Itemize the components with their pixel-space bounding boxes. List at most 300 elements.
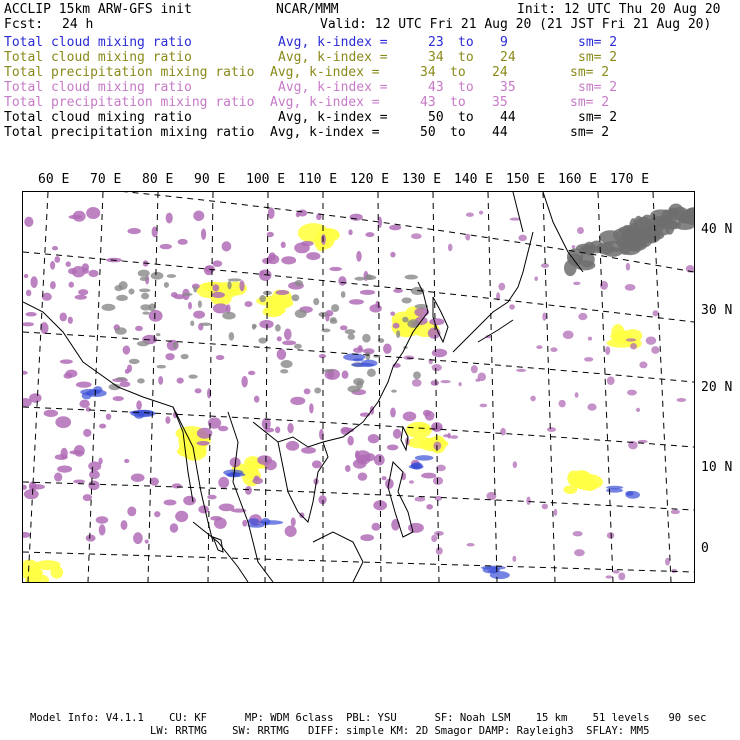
high-cloud-patch <box>239 280 244 291</box>
high-cloud-patch <box>607 376 615 385</box>
high-cloud-patch <box>403 412 416 422</box>
high-cloud-patch <box>88 461 101 471</box>
high-cloud-patch <box>55 416 71 428</box>
high-cloud-patch <box>290 397 305 405</box>
high-cloud-patch <box>175 511 188 522</box>
longitude-label: 130 E <box>402 172 442 187</box>
high-cloud-patch <box>391 519 400 531</box>
high-cloud-patch <box>355 450 359 459</box>
high-cloud-patch <box>466 212 474 216</box>
high-cloud-patch <box>79 400 89 408</box>
low-cloud-streak <box>248 524 265 528</box>
top-cloud-patch <box>618 241 628 249</box>
legend-avg-label: Avg, k-index = <box>270 95 380 110</box>
high-cloud-patch <box>338 276 346 286</box>
high-cloud-patch <box>201 228 206 239</box>
latitude-label: 0 <box>701 541 709 556</box>
high-cloud-patch <box>434 531 444 536</box>
high-cloud-patch <box>44 410 58 417</box>
high-cloud-patch <box>275 426 280 433</box>
legend-to: to <box>458 80 474 95</box>
high-cloud-patch <box>554 509 557 516</box>
high-cloud-patch <box>25 312 36 317</box>
low-cloud-streak <box>415 455 434 461</box>
high-cloud-patch <box>479 211 483 215</box>
high-cloud-patch <box>68 317 73 324</box>
top-cloud-patch <box>362 334 370 343</box>
low-cloud-streak <box>606 488 623 492</box>
high-cloud-patch <box>76 381 92 387</box>
high-cloud-patch <box>297 210 307 217</box>
legend-k-start: 43 <box>420 95 436 110</box>
high-cloud-patch <box>66 261 71 267</box>
low-cloud-streak <box>223 469 243 475</box>
top-cloud-patch <box>167 274 177 278</box>
top-cloud-patch <box>229 332 234 341</box>
top-cloud-patch <box>356 381 363 389</box>
legend-to: to <box>450 65 466 80</box>
high-cloud-patch <box>207 495 216 500</box>
high-cloud-patch <box>389 225 401 231</box>
high-cloud-patch <box>83 429 91 437</box>
legend-k-end: 24 <box>492 65 508 80</box>
high-cloud-patch <box>306 252 320 260</box>
top-cloud-patch <box>200 322 211 325</box>
legend-field-name: Total cloud mixing ratio <box>4 80 192 95</box>
high-cloud-patch <box>73 479 85 483</box>
top-cloud-patch <box>128 289 134 295</box>
top-cloud-patch <box>116 377 127 380</box>
mid-cloud-patch <box>573 474 603 490</box>
high-cloud-patch <box>99 524 106 535</box>
high-cloud-patch <box>282 340 296 345</box>
high-cloud-patch <box>534 276 538 281</box>
legend-k-start: 34 <box>428 50 444 65</box>
high-cloud-patch <box>312 460 322 468</box>
high-cloud-patch <box>356 251 361 262</box>
high-cloud-patch <box>547 427 556 432</box>
legend-field-name: Total cloud mixing ratio <box>4 35 192 50</box>
high-cloud-patch <box>294 242 310 253</box>
high-cloud-patch <box>286 441 299 451</box>
high-cloud-patch <box>75 295 87 300</box>
legend-field-name: Total cloud mixing ratio <box>4 50 192 65</box>
high-cloud-patch <box>587 403 596 410</box>
high-cloud-patch <box>626 338 636 341</box>
longitude-label: 140 E <box>454 172 494 187</box>
top-cloud-patch <box>295 280 303 286</box>
high-cloud-patch <box>575 392 579 398</box>
top-cloud-patch <box>190 321 194 327</box>
longitude-label: 110 E <box>298 172 338 187</box>
high-cloud-patch <box>435 496 442 501</box>
high-cloud-patch <box>197 441 210 446</box>
model-info-line-1: Model Info: V4.1.1 CU: KF MP: WDM 6class PBL: YSU SF: Noah LSM 15 km 51 levels 90 sec <box>30 712 707 724</box>
top-cloud-patch <box>275 324 281 331</box>
high-cloud-patch <box>74 445 85 457</box>
high-cloud-patch <box>466 543 474 547</box>
high-cloud-patch <box>329 267 342 271</box>
legend-k-end: 35 <box>492 95 508 110</box>
legend-avg-label: Avg, k-index = <box>270 125 380 140</box>
high-cloud-patch <box>198 505 209 513</box>
high-cloud-patch <box>78 289 88 295</box>
legend-field-name: Total precipitation mixing ratio <box>4 65 255 80</box>
high-cloud-patch <box>26 290 31 297</box>
high-cloud-patch <box>284 329 292 341</box>
init-time: Init: 12 UTC Thu 20 Aug 20 <box>517 2 721 17</box>
high-cloud-patch <box>88 270 98 277</box>
high-cloud-patch <box>349 299 364 305</box>
high-cloud-patch <box>260 270 265 276</box>
top-cloud-patch <box>137 341 149 346</box>
high-cloud-patch <box>127 506 136 516</box>
high-cloud-patch <box>625 284 636 291</box>
high-cloud-patch <box>54 473 62 482</box>
longitude-label: 90 E <box>194 172 226 187</box>
low-cloud-streak <box>82 392 92 399</box>
legend-smoothing: sm= 2 <box>578 80 618 95</box>
top-cloud-patch <box>402 297 412 303</box>
high-cloud-patch <box>563 330 574 339</box>
legend-k-start: 23 <box>428 35 444 50</box>
top-cloud-patch <box>396 330 400 338</box>
top-cloud-patch <box>391 390 397 393</box>
high-cloud-patch <box>618 573 625 581</box>
high-cloud-patch <box>195 388 202 393</box>
forecast-value: 24 h <box>62 17 94 32</box>
high-cloud-patch <box>50 261 55 270</box>
high-cloud-patch <box>281 256 296 264</box>
high-cloud-patch <box>584 357 593 362</box>
top-cloud-patch <box>314 387 321 393</box>
high-cloud-patch <box>65 370 77 378</box>
legend-smoothing: sm= 2 <box>570 65 610 80</box>
high-cloud-patch <box>164 499 177 505</box>
high-cloud-patch <box>607 532 615 538</box>
top-cloud-patch <box>365 351 370 360</box>
top-cloud-patch <box>183 293 193 296</box>
mid-cloud-patch <box>50 566 63 579</box>
top-cloud-patch <box>157 365 166 369</box>
high-cloud-patch <box>512 556 516 562</box>
high-cloud-patch <box>480 404 488 408</box>
high-cloud-patch <box>350 214 363 221</box>
high-cloud-patch <box>578 313 587 320</box>
legend-smoothing: sm= 2 <box>578 50 618 65</box>
high-cloud-patch <box>500 428 506 436</box>
high-cloud-patch <box>653 310 659 316</box>
top-cloud-patch <box>129 359 140 364</box>
top-cloud-patch <box>258 337 267 343</box>
high-cloud-patch <box>542 313 546 321</box>
high-cloud-patch <box>646 336 657 344</box>
high-cloud-patch <box>86 207 100 219</box>
legend-avg-label: Avg, k-index = <box>278 35 388 50</box>
high-cloud-patch <box>212 260 222 266</box>
high-cloud-patch <box>69 282 74 288</box>
high-cloud-patch <box>166 213 173 224</box>
high-cloud-patch <box>160 244 172 249</box>
top-cloud-patch <box>151 272 164 280</box>
high-cloud-patch <box>248 371 255 375</box>
high-cloud-patch <box>526 496 530 505</box>
model-info-line-2: LW: RRTMG SW: RRTMG DIFF: simple KM: 2D Smagor DAMP: Rayleigh3 SFLAY: MM5 <box>150 725 650 737</box>
high-cloud-patch <box>574 549 585 556</box>
legend-to: to <box>450 95 466 110</box>
longitude-label: 150 E <box>506 172 546 187</box>
high-cloud-patch <box>86 407 91 412</box>
longitude-label: 170 E <box>610 172 650 187</box>
high-cloud-patch <box>24 217 33 227</box>
legend-to: to <box>450 125 466 140</box>
high-cloud-patch <box>212 292 225 298</box>
high-cloud-patch <box>383 344 392 354</box>
forecast-label: Fcst: <box>4 17 44 32</box>
longitude-label: 160 E <box>558 172 598 187</box>
high-cloud-patch <box>285 526 297 537</box>
latitude-label: 20 N <box>701 380 733 395</box>
high-cloud-patch <box>636 408 640 412</box>
high-cloud-patch <box>509 304 515 309</box>
high-cloud-patch <box>431 380 439 386</box>
high-cloud-patch <box>135 326 143 331</box>
high-cloud-patch <box>671 510 680 515</box>
latitude-label: 30 N <box>701 303 733 318</box>
legend-avg-label: Avg, k-index = <box>270 65 380 80</box>
low-cloud-streak <box>93 386 102 393</box>
top-cloud-patch <box>140 277 149 281</box>
high-cloud-patch <box>613 570 620 573</box>
high-cloud-patch <box>390 252 395 258</box>
latitude-label: 40 N <box>701 222 733 237</box>
high-cloud-patch <box>412 379 422 387</box>
longitude-label: 70 E <box>90 172 122 187</box>
top-cloud-patch <box>367 369 376 377</box>
longitude-label: 100 E <box>246 172 286 187</box>
valid-time: Valid: 12 UTC Fri 21 Aug 20 (21 JST Fri 21 Aug 20) <box>320 17 712 32</box>
top-cloud-patch <box>331 304 339 312</box>
low-cloud-streak <box>361 360 377 367</box>
high-cloud-patch <box>429 318 444 325</box>
high-cloud-patch <box>626 263 630 271</box>
high-cloud-patch <box>222 241 232 251</box>
top-cloud-patch <box>198 300 202 308</box>
high-cloud-patch <box>510 217 521 220</box>
longitude-label: 120 E <box>350 172 390 187</box>
low-cloud-streak <box>409 464 424 469</box>
top-cloud-patch <box>348 334 355 340</box>
legend-k-end: 44 <box>500 110 516 125</box>
legend-avg-label: Avg, k-index = <box>278 50 388 65</box>
high-cloud-patch <box>127 228 140 234</box>
high-cloud-patch <box>676 398 686 402</box>
longitude-label: 80 E <box>142 172 174 187</box>
top-cloud-patch <box>280 369 288 373</box>
top-cloud-patch <box>281 360 293 368</box>
high-cloud-patch <box>321 234 326 245</box>
high-cloud-patch <box>368 434 380 443</box>
top-cloud-patch <box>405 275 418 280</box>
high-cloud-patch <box>106 413 111 419</box>
high-cloud-patch <box>124 459 129 463</box>
high-cloud-patch <box>216 355 225 360</box>
high-cloud-patch <box>358 473 368 481</box>
high-cloud-patch <box>605 575 612 578</box>
top-cloud-patch <box>407 319 419 328</box>
high-cloud-patch <box>55 454 68 460</box>
high-cloud-patch <box>353 347 364 352</box>
high-cloud-patch <box>516 369 526 372</box>
top-cloud-patch <box>116 295 128 301</box>
organization-label: NCAR/MMM <box>276 2 339 17</box>
top-cloud-patch <box>102 304 116 311</box>
legend-k-end: 24 <box>500 50 516 65</box>
high-cloud-patch <box>559 400 566 408</box>
high-cloud-patch <box>651 346 659 354</box>
legend-avg-label: Avg, k-index = <box>278 110 388 125</box>
high-cloud-patch <box>572 245 576 248</box>
high-cloud-patch <box>136 400 142 410</box>
high-cloud-patch <box>244 301 252 307</box>
high-cloud-patch <box>254 396 259 403</box>
high-cloud-patch <box>421 473 436 479</box>
high-cloud-patch <box>432 364 442 371</box>
high-cloud-patch <box>458 382 461 386</box>
high-cloud-patch <box>193 211 204 222</box>
high-cloud-patch <box>393 289 403 293</box>
high-cloud-patch <box>83 268 89 274</box>
top-cloud-patch <box>295 309 307 318</box>
top-cloud-patch <box>142 312 149 315</box>
high-cloud-patch <box>345 465 351 472</box>
high-cloud-patch <box>60 359 73 364</box>
high-cloud-patch <box>360 290 375 295</box>
map-panel <box>22 191 695 583</box>
high-cloud-patch <box>123 346 131 355</box>
top-cloud-patch <box>294 344 302 349</box>
high-cloud-patch <box>573 282 580 286</box>
top-cloud-patch <box>626 232 642 243</box>
high-cloud-patch <box>88 481 99 491</box>
top-cloud-patch <box>330 317 337 322</box>
high-cloud-patch <box>277 336 282 341</box>
high-cloud-patch <box>158 376 163 385</box>
high-cloud-patch <box>465 234 470 241</box>
top-cloud-patch <box>188 375 197 379</box>
high-cloud-patch <box>30 276 37 288</box>
legend-k-end: 35 <box>500 80 516 95</box>
high-cloud-patch <box>68 215 81 219</box>
high-cloud-patch <box>245 486 252 495</box>
high-cloud-patch <box>365 232 374 237</box>
legend-k-start: 34 <box>420 65 436 80</box>
high-cloud-patch <box>498 283 505 291</box>
high-cloud-patch <box>432 349 447 358</box>
legend-to: to <box>458 110 474 125</box>
high-cloud-patch <box>277 349 287 360</box>
top-cloud-patch <box>345 329 356 334</box>
top-cloud-patch <box>173 342 177 349</box>
high-cloud-patch <box>178 239 188 245</box>
legend-k-end: 44 <box>492 125 508 140</box>
high-cloud-patch <box>154 511 160 517</box>
high-cloud-patch <box>125 369 130 374</box>
high-cloud-patch <box>627 390 637 396</box>
high-cloud-patch <box>172 483 182 488</box>
high-cloud-patch <box>210 516 222 521</box>
high-cloud-patch <box>149 310 163 322</box>
high-cloud-patch <box>213 303 228 313</box>
legend-k-start: 50 <box>428 110 444 125</box>
top-cloud-patch <box>181 354 189 359</box>
high-cloud-patch <box>113 396 124 401</box>
mid-cloud-patch <box>264 304 285 315</box>
top-cloud-patch <box>650 216 669 227</box>
top-cloud-patch <box>222 312 235 320</box>
top-cloud-patch <box>156 333 160 336</box>
high-cloud-patch <box>276 290 290 295</box>
high-cloud-patch <box>83 494 92 501</box>
legend-to: to <box>458 50 474 65</box>
high-cloud-patch <box>374 454 385 465</box>
legend-field-name: Total precipitation mixing ratio <box>4 125 255 140</box>
high-cloud-patch <box>426 504 433 509</box>
high-cloud-patch <box>450 435 458 439</box>
top-cloud-patch <box>259 295 266 302</box>
top-cloud-patch <box>114 285 122 291</box>
high-cloud-patch <box>121 520 128 530</box>
high-cloud-patch <box>99 424 106 429</box>
high-cloud-patch <box>96 516 108 524</box>
high-cloud-patch <box>319 354 326 358</box>
high-cloud-patch <box>309 403 314 413</box>
high-cloud-patch <box>639 362 647 369</box>
top-cloud-patch <box>402 317 408 323</box>
mid-cloud-patch <box>416 424 430 432</box>
legend-k-start: 43 <box>428 80 444 95</box>
high-cloud-patch <box>605 346 610 355</box>
high-cloud-patch <box>183 496 196 506</box>
high-cloud-patch <box>131 474 145 482</box>
legend-to: to <box>458 35 474 50</box>
high-cloud-patch <box>573 531 583 536</box>
high-cloud-patch <box>382 476 387 480</box>
high-cloud-patch <box>268 207 275 219</box>
high-cloud-patch <box>165 353 174 360</box>
high-cloud-patch <box>170 523 178 533</box>
high-cloud-patch <box>630 343 637 349</box>
low-cloud-streak <box>626 491 640 499</box>
top-cloud-patch <box>365 275 377 280</box>
high-cloud-patch <box>342 371 349 379</box>
high-cloud-patch <box>542 504 548 510</box>
top-cloud-patch <box>141 293 149 300</box>
high-cloud-patch <box>177 378 184 384</box>
top-cloud-patch <box>252 324 256 330</box>
high-cloud-patch <box>254 475 260 480</box>
high-cloud-patch <box>89 470 100 479</box>
high-cloud-patch <box>212 284 219 291</box>
high-cloud-patch <box>57 465 72 472</box>
high-cloud-patch <box>577 227 584 234</box>
top-cloud-patch <box>341 291 346 298</box>
top-cloud-patch <box>115 327 127 334</box>
legend-smoothing: sm= 2 <box>578 110 618 125</box>
high-cloud-patch <box>408 523 424 533</box>
high-cloud-patch <box>218 477 229 488</box>
legend-smoothing: sm= 2 <box>578 35 618 50</box>
